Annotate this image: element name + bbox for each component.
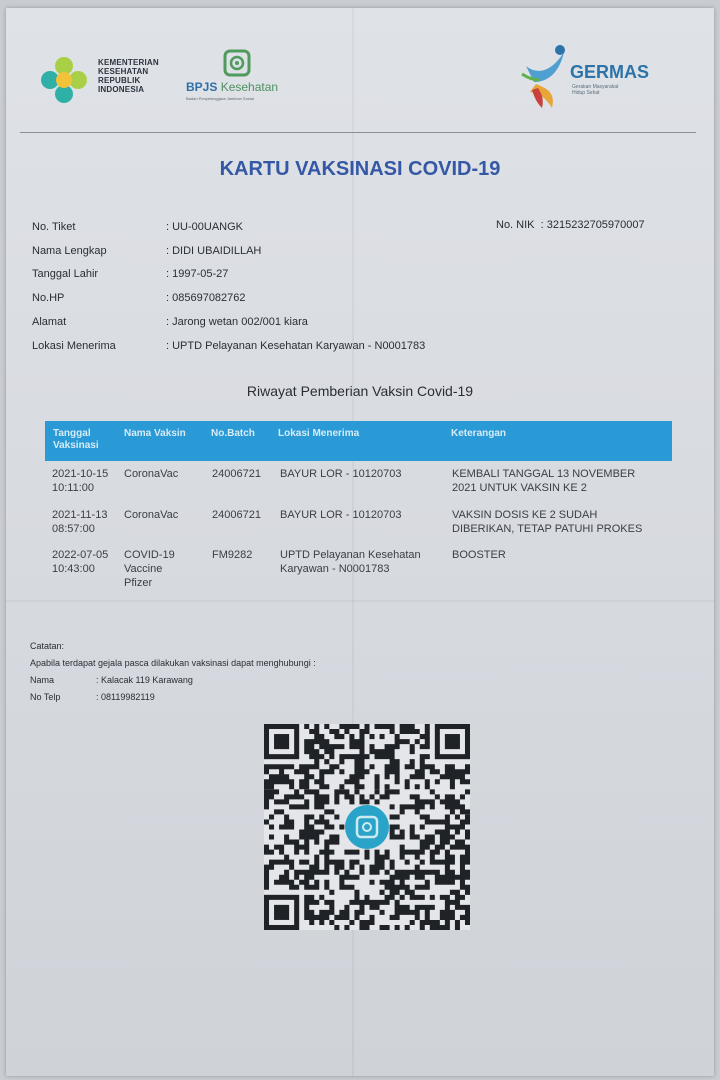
bpjs-logo <box>184 48 294 108</box>
info-value: : UU-00UANGK <box>166 221 244 233</box>
history-title: Riwayat Pemberian Vaksin Covid-19 <box>246 383 474 399</box>
germas-logo-subtitle: Gerakan Masyarakat Hidup Sehat <box>572 84 619 96</box>
kemenkes-logo-text: KEMENTERIAN KESEHATAN REPUBLIK INDONESIA <box>98 58 159 94</box>
contact-phone-value: : 08119982119 <box>96 692 155 702</box>
kemenkes-logo-icon <box>36 54 92 106</box>
notes-line: Apabila terdapat gejala pasca dilakukan vaksinasi dapat menghubungi : <box>30 658 316 668</box>
paper-fold-horizontal <box>6 600 714 602</box>
row-batch: 24006721 <box>212 509 261 521</box>
info-value: : UPTD Pelayanan Kesehatan Karyawan - N0001783 <box>166 340 426 352</box>
header-location: Lokasi Menerima <box>278 428 360 439</box>
bpjs-logo-text: BPJS Kesehatan <box>186 80 279 94</box>
row-note: VAKSIN DOSIS KE 2 SUDAH DIBERIKAN, TETAP PATUHI PROKES <box>452 509 643 535</box>
bpjs-logo-icon <box>222 48 252 78</box>
germas-logo-text: GERMAS <box>570 62 650 82</box>
header-note: Keterangan <box>451 428 507 439</box>
germas-logo <box>516 44 676 110</box>
row-date: 2021-11-13 08:57:00 <box>52 509 108 535</box>
row-location: BAYUR LOR - 10120703 <box>280 509 402 521</box>
info-value: : DIDI UBAIDILLAH <box>166 245 262 257</box>
row-date: 2021-10-15 10:11:00 <box>52 468 109 494</box>
contact-name-label: Nama <box>30 675 55 685</box>
card-title: KARTU VAKSINASI COVID-19 <box>219 158 501 180</box>
header-divider <box>20 132 696 133</box>
info-label: Nama Lengkap <box>32 245 107 257</box>
row-date: 2022-07-05 10:43:00 <box>52 549 109 575</box>
nik-label: No. NIK <box>496 219 535 231</box>
row-vaccine: CoronaVac <box>124 468 179 480</box>
info-label: Tanggal Lahir <box>32 268 99 280</box>
info-label: No.HP <box>32 292 65 304</box>
row-batch: 24006721 <box>212 468 261 480</box>
row-location: UPTD Pelayanan Kesehatan Karyawan - N0001783 <box>280 549 421 575</box>
info-label: Lokasi Menerima <box>32 340 116 352</box>
notes-contact-name <box>30 675 193 685</box>
contact-phone-label: No Telp <box>30 692 61 702</box>
notes-title: Catatan: <box>30 641 65 651</box>
row-vaccine: COVID-19 Vaccine Pfizer <box>124 549 175 589</box>
row-note: BOOSTER <box>452 549 506 561</box>
info-value: : Jarong wetan 002/001 kiara <box>166 316 308 328</box>
germas-logo-icon <box>516 44 572 110</box>
header-batch: No.Batch <box>211 428 255 439</box>
contact-name-value: : Kalacak 119 Karawang <box>96 675 193 685</box>
qr-code <box>264 724 470 930</box>
info-label: Alamat <box>32 316 67 328</box>
info-value: : 085697082762 <box>166 292 246 304</box>
header-vaccine: Nama Vaksin <box>124 428 186 439</box>
header-date: Tanggal Vaksinasi <box>53 428 99 451</box>
nik-field <box>496 219 645 231</box>
info-value: : 1997-05-27 <box>166 268 229 280</box>
notes-contact-phone <box>30 692 155 702</box>
row-location: BAYUR LOR - 10120703 <box>280 468 402 480</box>
bpjs-logo-subtitle: Badan Penyelenggara Jaminan Sosial <box>186 96 254 101</box>
row-batch: FM9282 <box>212 549 253 561</box>
nik-value: : 3215232705970007 <box>540 219 645 231</box>
row-note: KEMBALI TANGGAL 13 NOVEMBER 2021 UNTUK VAKSIN KE 2 <box>452 468 636 494</box>
kemenkes-logo <box>36 54 176 106</box>
history-table-header <box>45 421 672 461</box>
qr-code-icon <box>264 724 470 930</box>
row-vaccine: CoronaVac <box>124 509 179 521</box>
info-label: No. Tiket <box>32 221 76 233</box>
